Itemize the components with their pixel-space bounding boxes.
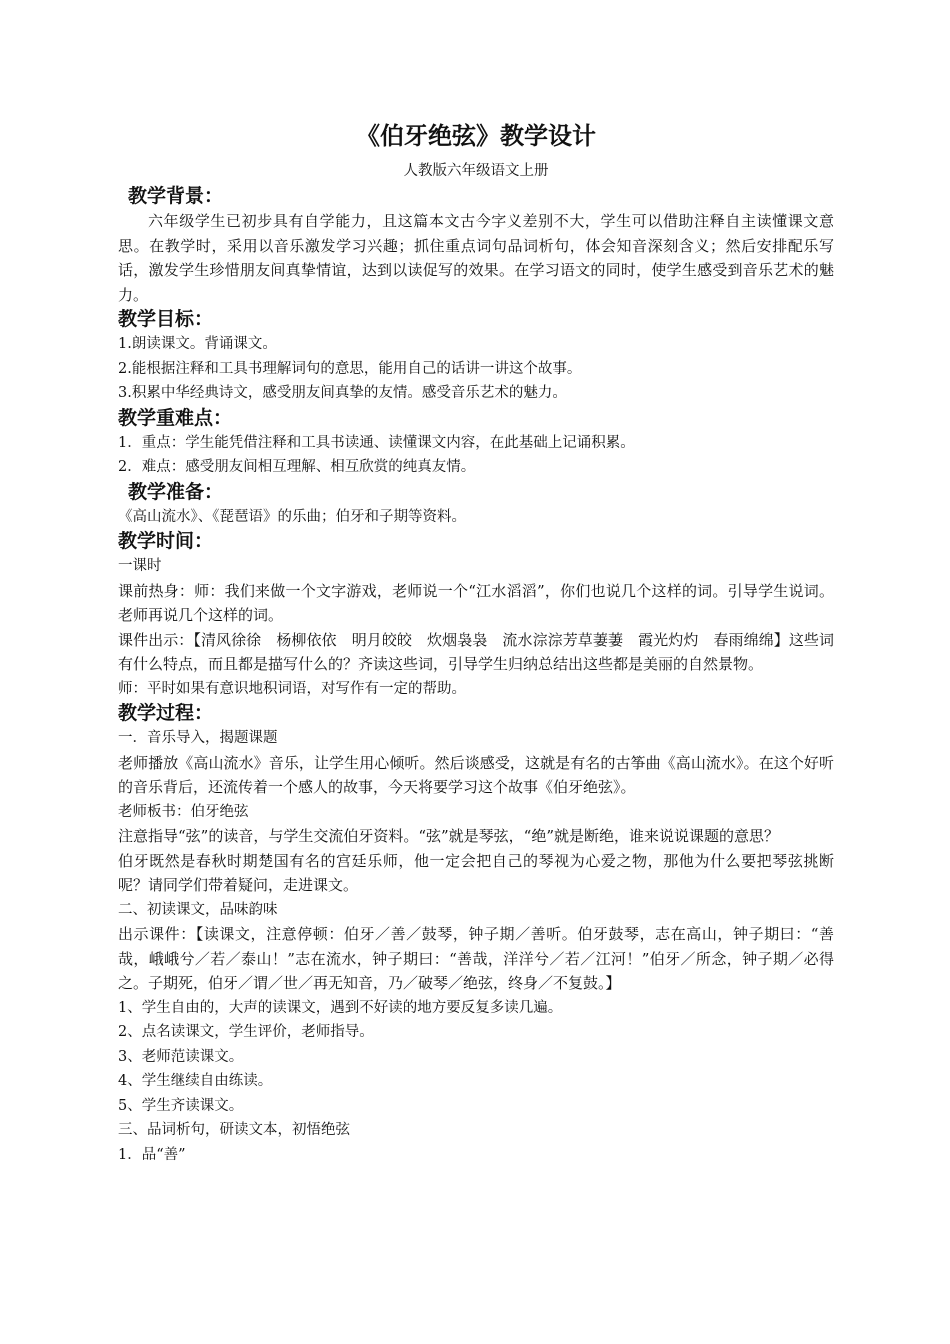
heading-key-points: 教学重难点： [118, 406, 233, 429]
process-line: 老师播放《高山流水》音乐，让学生用心倾听。然后谈感受，这就是有名的古筝曲《高山流水》。在这个好听的音乐背后，还流传着一个感人的故事，今天将要学习这个故事《伯牙绝弦》。 [118, 753, 834, 796]
process-line: 注意指导“弦”的读音，与学生交流伯牙资料。“弦”就是琴弦，“绝”就是断绝，谁来说说课题的意思？ [118, 827, 780, 845]
process-line: 伯牙既然是春秋时期楚国有名的宫廷乐师，他一定会把自己的琴视为心爱之物，那他为什么要把琴弦挑断呢？请同学们带着疑问，走进课文。 [118, 851, 834, 894]
preparation-text: 《高山流水》、《琵琶语》的乐曲；伯牙和子期等资料。 [118, 508, 466, 525]
time-line: 课件出示：【清风徐徐 杨柳依依 明月皎皎 炊烟袅袅 流水淙淙芳草萋萋 霞光灼灼 春雨绵绵】这些词有什么特点，而且都是描写什么的？齐读这些词，引导学生归纳总结出这些都是美丽的自然景物。 [118, 630, 834, 673]
document-page [118, 118, 834, 1167]
process-line: 1．品“善” [118, 1146, 186, 1163]
process-line: 3、老师范读课文。 [118, 1048, 244, 1065]
process-line: 出示课件：【读课文，注意停顿：伯牙／善／鼓琴，钟子期／善听。伯牙鼓琴，志在高山，钟子期曰：“善哉，峨峨兮／若／泰山！”志在流水，钟子期曰：“善哉，洋洋兮／若／江河！”伯牙／所念，钟子期／必得之。子期死，伯牙／谓／世／再无知音，乃／破琴／绝弦，终身／不复鼓。】 [118, 925, 834, 992]
process-line: 三、品词析句，研读文本，初悟绝弦 [118, 1122, 350, 1138]
document-title: 《伯牙绝弦》教学设计 [356, 121, 596, 150]
time-line: 师：平时如果有意识地积词语，对写作有一定的帮助。 [118, 680, 466, 697]
process-line: 5、学生齐读课文。 [118, 1097, 244, 1114]
goal-item: 1.朗读课文。背诵课文。 [118, 336, 277, 352]
process-line: 2、点名读课文，学生评价，老师指导。 [118, 1024, 374, 1040]
time-line: 课前热身：师：我们来做一个文字游戏，老师说一个“江水滔滔”，你们也说几个这样的词。引导学生说词。老师再说几个这样的词。 [118, 581, 834, 624]
goal-item: 2.能根据注释和工具书理解词句的意思，能用自己的话讲一讲这个故事。 [118, 360, 582, 377]
document-subtitle: 人教版六年级语文上册 [403, 163, 549, 179]
heading-time: 教学时间： [118, 530, 214, 552]
heading-background: 教学背景： [128, 185, 224, 207]
process-line: 老师板书：伯牙绝弦 [118, 803, 249, 820]
heading-process: 教学过程： [118, 702, 214, 724]
key-point-item: 2．难点：感受朋友间相互理解、相互欣赏的纯真友情。 [118, 459, 476, 475]
process-line: 一．音乐导入，揭题课题 [118, 730, 278, 746]
goal-item: 3.积累中华经典诗文，感受朋友间真挚的友情。感受音乐艺术的魅力。 [118, 385, 567, 401]
time-line: 一课时 [118, 558, 162, 574]
heading-goals: 教学目标： [118, 308, 214, 330]
background-text: 六年级学生已初步具有自学能力，且这篇本文古今字义差别不大，学生可以借助注释自主读懂课文意思。在教学时，采用以音乐激发学习兴趣；抓住重点词句品词析句，体会知音深刻含义；然后安排配乐写话，激发学生珍惜朋友间真挚情谊，达到以读促写的效果。在学习语文的同时，使学生感受到音乐艺术的魅力。 [118, 212, 834, 304]
process-line: 二、初读课文，品味韵味 [118, 901, 278, 918]
heading-preparation: 教学准备： [128, 480, 224, 503]
process-line: 4、学生继续自由练读。 [118, 1073, 273, 1089]
process-line: 1、学生自由的，大声的读课文，遇到不好读的地方要反复多读几遍。 [118, 999, 563, 1016]
key-point-item: 1．重点：学生能凭借注释和工具书读通、读懂课文内容，在此基础上记诵积累。 [118, 434, 635, 451]
